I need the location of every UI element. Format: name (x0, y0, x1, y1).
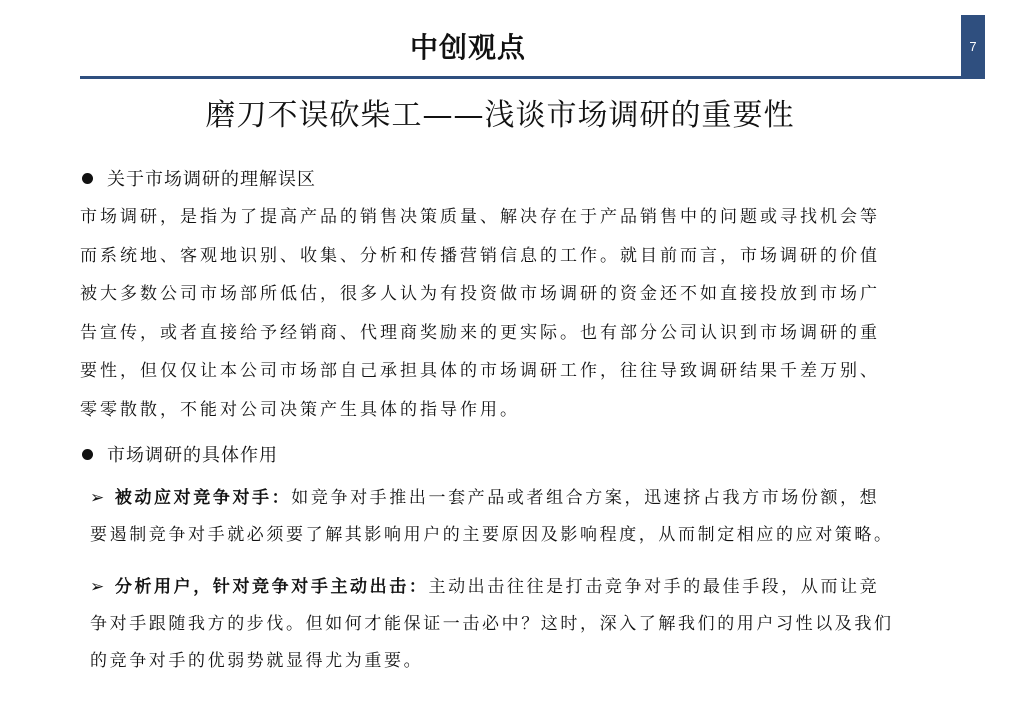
bullet-dot-icon (82, 173, 93, 184)
paragraph-line: 告宣传，或者直接给予经销商、代理商奖励来的更实际。也有部分公司认识到市场调研的重 (80, 322, 880, 343)
item-text: 如竞争对手推出一套产品或者组合方案，迅速挤占我方市场份额，想 (291, 488, 880, 508)
bullet-dot-icon (82, 449, 93, 460)
section2-heading-row (82, 442, 278, 466)
main-title: 磨刀不误砍柴工——浅谈市场调研的重要性 (205, 98, 795, 133)
section2-item-proactive (90, 569, 960, 680)
item-line: 要遏制竞争对手就必须要了解其影响用户的主要原因及影响程度，从而制定相应的应对策略。 (90, 525, 894, 545)
arrow-bullet-icon: ➢ (90, 488, 107, 508)
paragraph-line: 零零散散，不能对公司决策产生具体的指导作用。 (80, 399, 520, 420)
header-divider (80, 76, 972, 79)
paragraph-line: 而系统地、客观地识别、收集、分析和传播营销信息的工作。就目前而言，市场调研的价值 (80, 245, 880, 266)
arrow-bullet-icon: ➢ (90, 577, 107, 597)
item-first-line (90, 569, 960, 606)
section1-heading-row (82, 166, 316, 190)
item-line: 争对手跟随我方的步伐。但如何才能保证一击必中？这时，深入了解我们的用户习性以及我们 (90, 614, 894, 634)
item-text: 主动出击往往是打击竞争对手的最佳手段，从而让竞 (428, 577, 880, 597)
paragraph-line: 市场调研，是指为了提高产品的销售决策质量、解决存在于产品销售中的问题或寻找机会等 (80, 207, 880, 227)
item-first-line (90, 480, 960, 517)
item-lead: 分析用户，针对竞争对手主动出击： (114, 577, 429, 597)
section2-item-passive (90, 480, 960, 554)
item-line: 的竞争对手的优弱势就显得尤为重要。 (90, 651, 424, 671)
section2-heading: 市场调研的具体作用 (107, 445, 278, 466)
section1-heading: 关于市场调研的理解误区 (107, 169, 316, 190)
header-title: 中创观点 (409, 31, 526, 64)
item-lead: 被动应对竞争对手： (114, 488, 292, 508)
page-number: 7 (969, 39, 977, 54)
section1-paragraph (80, 198, 930, 429)
paragraph-line: 被大多数公司市场部所低估，很多人认为有投资做市场调研的资金还不如直接投放到市场广 (80, 284, 880, 304)
paragraph-line: 要性，但仅仅让本公司市场部自己承担具体的市场调研工作，往往导致调研结果千差万别、 (80, 361, 880, 381)
